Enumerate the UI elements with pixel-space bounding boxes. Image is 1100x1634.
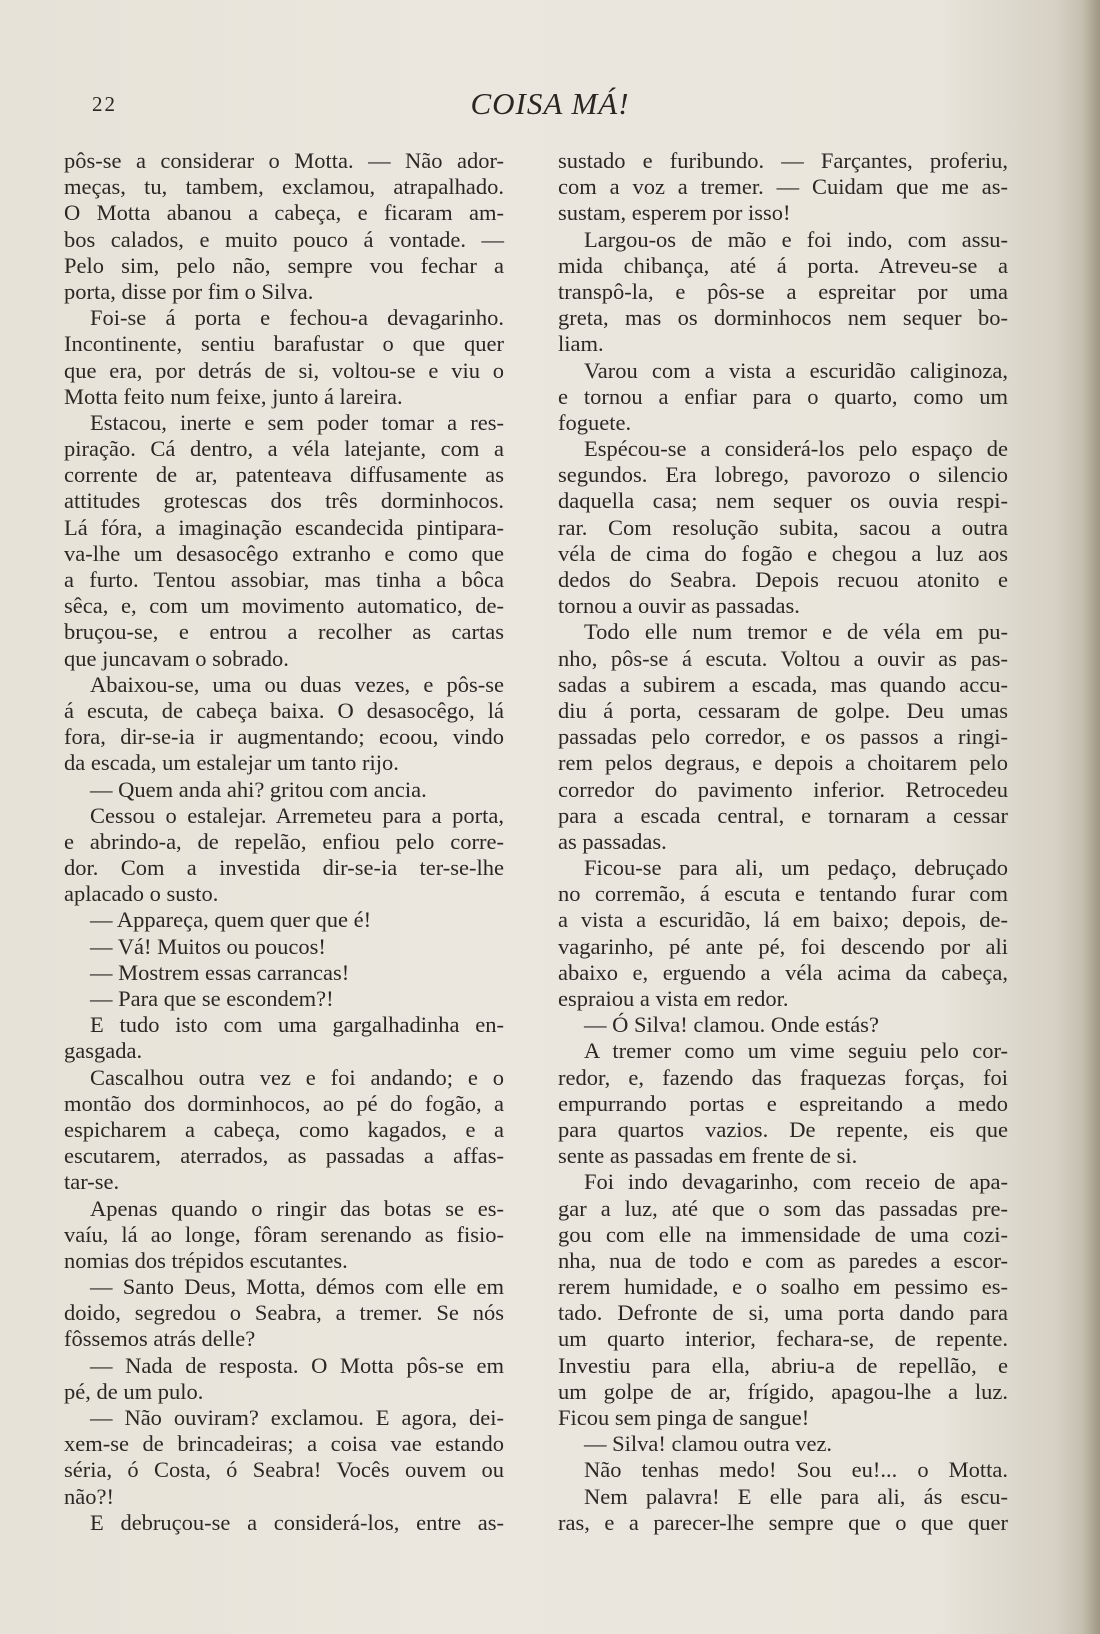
text-line: sustado e furibundo. — Farçantes, proferiu, xyxy=(558,148,1008,173)
text-line: Lá fóra, a imaginação escandecida pintipara- xyxy=(64,514,504,540)
text-line: corrente de ar, patenteava diffusamente as xyxy=(64,462,504,488)
text-line: Investiu para ella, abriu-a de repellão, e xyxy=(558,1352,1008,1378)
text-line: O Motta abanou a cabeça, e ficaram am- xyxy=(64,200,504,226)
text-line: bruçou-se, e entrou a recolher as cartas xyxy=(64,619,504,645)
text-line: sêca, e, com um movimento automatico, de- xyxy=(64,593,504,619)
text-line: tado. Defronte de si, uma porta dando para xyxy=(558,1300,1008,1326)
text-line: attitudes grotescas dos três dorminhocos. xyxy=(64,488,504,514)
text-line: fôssemos atrás delle? xyxy=(64,1326,256,1352)
text-line: fora, dir-se-ia ir augmentando; ecoou, vindo xyxy=(64,724,504,750)
text-line: séria, ó Costa, ó Seabra! Vocês ouvem ou xyxy=(64,1457,504,1483)
text-line: para a escada central, e tornaram a cessar xyxy=(558,802,1008,828)
text-line: bos calados, e muito pouco á vontade. — xyxy=(64,226,504,252)
text-line: dor. Com a investida dir-se-ia ter-se-lhe xyxy=(64,855,504,881)
text-line: Motta feito num feixe, junto á lareira. xyxy=(64,383,403,409)
text-line: redor, e, fazendo das fraquezas forças, foi xyxy=(558,1064,1008,1090)
text-line: com a voz a tremer. — Cuidam que me as- xyxy=(558,174,1008,200)
text-line: segundos. Era lobrego, pavorozo o silencio xyxy=(558,462,1008,488)
text-line: daquella casa; nem sequer os ouvia respi- xyxy=(558,488,1008,514)
text-line: á escuta, de cabeça baixa. O desasocêgo, lá xyxy=(64,697,504,723)
text-line: Estacou, inerte e sem poder tomar a res- xyxy=(90,409,504,435)
text-line: pé, de um pulo. xyxy=(64,1378,204,1404)
text-line: gou com elle na immensidade de uma cozi- xyxy=(558,1221,1008,1247)
text-line: dedos do Seabra. Depois recuou atonito e xyxy=(558,567,1008,592)
text-line: Varou com a vista a escuridão caliginoza, xyxy=(584,357,1008,383)
text-line: diu á porta, cessaram de golpe. Deu umas xyxy=(558,697,1008,723)
text-line: que juncavam o sobrado. xyxy=(64,645,289,671)
text-line: Não tenhas medo! Sou eu!... o Motta. xyxy=(584,1457,1008,1483)
text-line: no corremão, á escuta e tentando furar com xyxy=(558,881,1008,907)
text-line: Nem palavra! E elle para ali, ás escu- xyxy=(584,1483,1008,1509)
text-line: um quarto interior, fechara-se, de repente. xyxy=(558,1326,1008,1352)
text-line: tar-se. xyxy=(64,1169,120,1195)
text-line: aplacado o susto. xyxy=(64,881,219,907)
text-line: empurrando portas e espreitando a medo xyxy=(558,1090,1008,1116)
text-line: tornou a ouvir as passadas. xyxy=(558,593,800,619)
page-number: 22 xyxy=(92,92,117,116)
text-line: da escada, um estalejar um tanto rijo. xyxy=(64,750,399,776)
text-line: escutarem, aterrados, as passadas a affas- xyxy=(64,1143,504,1169)
text-line: vagarinho, pé ante pé, foi descendo por ali xyxy=(558,933,1008,959)
text-line: nomias dos trépidos escutantes. xyxy=(64,1247,348,1273)
right-text-column xyxy=(558,148,1008,1536)
text-line: sustam, esperem por isso! xyxy=(558,200,791,226)
text-line: e tornou a enfiar para o quarto, como um xyxy=(558,383,1008,409)
text-line: Largou-os de mão e foi indo, com assu- xyxy=(584,226,1008,252)
text-line: espraiou a vista em redor. xyxy=(558,986,789,1011)
text-line: greta, mas os dorminhocos nem sequer bo- xyxy=(558,305,1008,331)
page-edge xyxy=(1082,0,1100,1634)
text-line: Espécou-se a considerá-los pelo espaço de xyxy=(584,436,1008,462)
text-line: E tudo isto com uma gargalhadinha en- xyxy=(90,1012,504,1038)
text-line: — Mostrem essas carrancas! xyxy=(90,959,350,985)
text-line: corredor do pavimento inferior. Retrocedeu xyxy=(558,776,1008,802)
text-line: — Nada de resposta. O Motta pôs-se em xyxy=(90,1352,504,1378)
text-line: que era, por detrás de si, voltou-se e viu o xyxy=(64,357,504,383)
text-line: Foi indo devagarinho, com receio de apa- xyxy=(584,1169,1008,1195)
text-line: gar a luz, até que o som das passadas pre- xyxy=(558,1195,1008,1221)
text-line: rar. Com resolução subita, sacou a outra xyxy=(558,514,1008,540)
text-line: as passadas. xyxy=(558,828,667,854)
text-line: — Ó Silva! clamou. Onde estás? xyxy=(584,1012,879,1038)
text-line: Cascalhou outra vez e foi andando; e o xyxy=(90,1064,504,1090)
text-line: nho, pôs-se á escuta. Voltou a ouvir as pas- xyxy=(558,645,1008,671)
text-line: véla de cima do fogão e chegou a luz aos xyxy=(558,540,1008,566)
text-line: va-lhe um desasocêgo extranho e como que xyxy=(64,540,504,566)
text-line: sente as passadas em frente de si. xyxy=(558,1143,858,1169)
text-line: foguete. xyxy=(558,409,632,435)
text-line: um golpe de ar, frígido, apagou-lhe a luz. xyxy=(558,1378,1008,1404)
text-line: abaixo e, erguendo a véla acima da cabeça, xyxy=(558,959,1008,985)
text-line: doido, segredou o Seabra, a tremer. Se nós xyxy=(64,1300,504,1326)
text-line: Ficou-se para ali, um pedaço, debruçado xyxy=(584,855,1008,881)
text-line: meças, tu, tambem, exclamou, atrapalhado. xyxy=(64,174,504,200)
text-line: espicharem a cabeça, como kagados, e a xyxy=(64,1116,504,1142)
text-line: A tremer como um vime seguiu pelo cor- xyxy=(584,1038,1008,1064)
text-line: Incontinente, sentiu barafustar o que quer xyxy=(64,331,504,357)
text-line: a furto. Tentou assobiar, mas tinha a bôca xyxy=(64,567,504,592)
text-line: rerem humidade, e o soalho em pessimo es- xyxy=(558,1274,1008,1300)
text-line: — Para que se escondem?! xyxy=(90,986,334,1011)
text-line: gasgada. xyxy=(64,1038,143,1064)
text-line: vaíu, lá ao longe, fôram serenando as fisio- xyxy=(64,1221,504,1247)
text-line: — Silva! clamou outra vez. xyxy=(584,1431,833,1457)
text-line: a vista a escuridão, lá em baixo; depois, de- xyxy=(558,907,1008,933)
text-line: passadas pelo corredor, e os passos a ringi- xyxy=(558,724,1008,750)
text-line: sadas a subirem a escada, mas quando accu- xyxy=(558,671,1008,697)
text-line: Apenas quando o ringir das botas se es- xyxy=(90,1195,504,1221)
text-line: E debruçou-se a considerá-los, entre as- xyxy=(90,1509,504,1535)
text-line: mida chibança, até á porta. Atreveu-se a xyxy=(558,252,1008,278)
text-line: pôs-se a considerar o Motta. — Não ador- xyxy=(64,148,504,173)
text-line: nha, nua de todo e com as paredes a escor- xyxy=(558,1247,1008,1273)
text-line: porta, disse por fim o Silva. xyxy=(64,278,314,304)
text-line: montão dos dorminhocos, ao pé do fogão, a xyxy=(64,1090,504,1116)
text-line: Ficou sem pinga de sangue! xyxy=(558,1405,810,1430)
text-line: xem-se de brincadeiras; a coisa vae estando xyxy=(64,1431,504,1457)
text-line: Todo elle num tremor e de véla em pu- xyxy=(584,619,1008,645)
text-line: — Vá! Muitos ou poucos! xyxy=(90,933,326,959)
text-line: rem pelos degraus, e depois a choitarem pelo xyxy=(558,750,1008,776)
text-line: não?! xyxy=(64,1483,114,1509)
text-line: Abaixou-se, uma ou duas vezes, e pôs-se xyxy=(90,671,504,697)
text-line: Cessou o estalejar. Arremeteu para a porta, xyxy=(90,802,504,828)
text-line: Foi-se á porta e fechou-a devagarinho. xyxy=(90,305,504,331)
text-line: ras, e a parecer-lhe sempre que o que quer xyxy=(558,1509,1008,1535)
left-text-column xyxy=(64,148,504,1536)
text-line: — Quem anda ahi? gritou com ancia. xyxy=(90,776,427,802)
running-title: COISA MÁ! xyxy=(470,86,630,121)
text-line: Pelo sim, pelo não, sempre vou fechar a xyxy=(64,252,504,278)
text-line: para quartos vazios. De repente, eis que xyxy=(558,1116,1008,1142)
text-line: piração. Cá dentro, a véla latejante, com a xyxy=(64,436,504,462)
text-line: liam. xyxy=(558,331,604,357)
text-line: — Appareça, quem quer que é! xyxy=(90,907,372,933)
text-line: transpô-la, e pôs-se a espreitar por uma xyxy=(558,278,1008,304)
text-line: e abrindo-a, de repelão, enfiou pelo corre- xyxy=(64,828,504,854)
text-line: — Santo Deus, Motta, démos com elle em xyxy=(90,1274,504,1300)
text-line: — Não ouviram? exclamou. E agora, dei- xyxy=(90,1405,504,1430)
